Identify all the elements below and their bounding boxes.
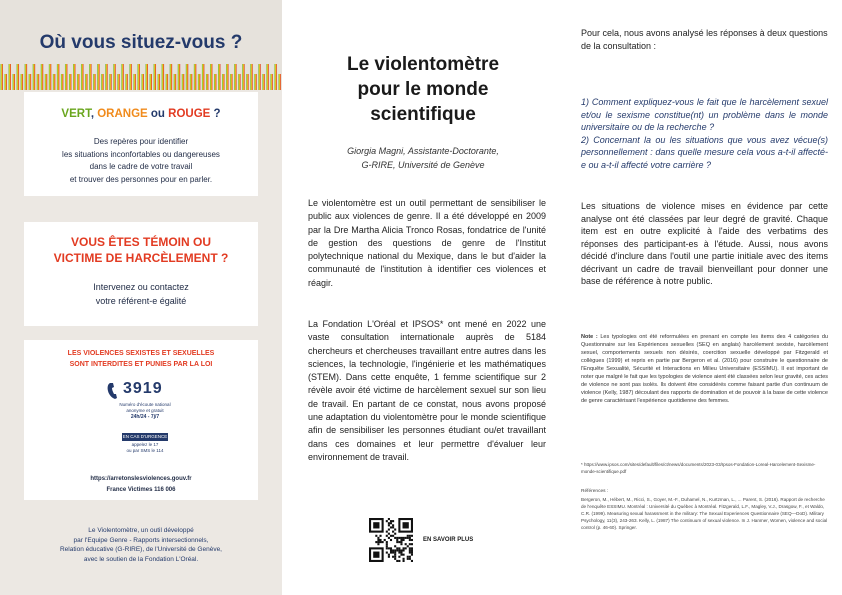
scale-tick bbox=[45, 74, 47, 90]
orange-label: ORANGE bbox=[97, 108, 148, 120]
scale-tick bbox=[222, 74, 224, 90]
scale-tick bbox=[97, 64, 99, 90]
scale-tick bbox=[5, 74, 7, 90]
witness-line: VOUS ÊTES TÉMOIN OU bbox=[70, 235, 211, 249]
scale-tick bbox=[238, 74, 240, 90]
scale-tick bbox=[65, 64, 67, 90]
scale-tick bbox=[125, 74, 127, 90]
scale-tick bbox=[166, 74, 168, 90]
right-intro: Pour cela, nous avons analysé les réponses à deux questions de la consultation : bbox=[581, 28, 828, 51]
helpline-hours: 24h/24 - 7j/7 bbox=[130, 414, 160, 420]
scale-tick bbox=[105, 64, 107, 90]
contact-line: votre référent-e égalité bbox=[95, 296, 187, 306]
scale-tick bbox=[129, 64, 131, 90]
scale-tick bbox=[210, 64, 212, 90]
scale-tick bbox=[146, 64, 148, 90]
scale-tick bbox=[137, 64, 139, 90]
footer-line: par l'Equipe Genre - Rapports intersectionnels, bbox=[73, 536, 209, 544]
scale-tick bbox=[270, 74, 272, 90]
scale-tick bbox=[226, 64, 228, 90]
witness-heading bbox=[24, 234, 258, 266]
scale-tick bbox=[254, 74, 256, 90]
scale-tick bbox=[69, 74, 71, 90]
scale-tick bbox=[246, 74, 248, 90]
scale-tick bbox=[25, 64, 27, 90]
scale-tick bbox=[278, 74, 280, 90]
contact-line: Intervenez ou contactez bbox=[93, 282, 189, 292]
witness-line: VICTIME DE HARCÈLEMENT ? bbox=[53, 251, 229, 265]
scale-tick bbox=[186, 64, 188, 90]
card-green-orange-red bbox=[24, 92, 258, 196]
scale-tick bbox=[81, 64, 83, 90]
left-panel bbox=[0, 0, 282, 595]
helpline-3919: 3919 bbox=[123, 380, 163, 397]
helpline-sub-line: Numéro d'écoute national bbox=[119, 402, 171, 407]
scale-tick bbox=[274, 64, 276, 90]
left-footer bbox=[0, 526, 282, 564]
scale-tick bbox=[109, 74, 111, 90]
scale-tick bbox=[113, 64, 115, 90]
survey-questions bbox=[581, 96, 828, 171]
card1-line: Des repères pour identifier bbox=[93, 137, 189, 146]
ipsos-footnote: * https://www.ipsos.com/sites/default/files/ct/news/documents/2023-03/Ipsos-Fondation-Loreal-Harcelement-Sexisme-monde-scientifique.pdf bbox=[581, 462, 816, 474]
scale-tick bbox=[150, 74, 152, 90]
scale-tick bbox=[53, 74, 55, 90]
scale-tick bbox=[89, 64, 91, 90]
scale-tick bbox=[158, 74, 160, 90]
emergency-line: ou par SMS le 114 bbox=[126, 448, 164, 453]
helpline-number bbox=[107, 380, 187, 402]
scale-tick bbox=[9, 64, 11, 90]
ou-label: ou bbox=[147, 108, 169, 120]
emergency-badge: EN CAS D'URGENCE bbox=[122, 434, 168, 439]
scale-tick bbox=[262, 74, 264, 90]
scale-tick bbox=[234, 64, 236, 90]
scale-tick bbox=[174, 74, 176, 90]
scale-tick bbox=[13, 74, 15, 90]
paragraph-intro: Le violentomètre est un outil permettant de sensibiliser le public aux violences de genre. Il a été développé en 2009 par la Dre Martha Alicia Tronco Rosas, fondatrice de l'unité de gestion des questions de genre de l'Institut polytechnique national du Mexique, dans le but d'aider la communauté de l'institution à identifier ces violences et réagir. bbox=[308, 198, 546, 288]
article-title bbox=[300, 52, 546, 127]
card-witness bbox=[24, 222, 258, 326]
scale-tick bbox=[182, 74, 184, 90]
card1-line: et trouver des personnes pour en parler. bbox=[69, 174, 213, 184]
scale-tick bbox=[33, 64, 35, 90]
card1-line: les situations inconfortables ou dangereuses bbox=[62, 149, 220, 159]
scale-tick bbox=[194, 64, 196, 90]
scale-tick bbox=[85, 74, 87, 90]
emergency-line: appelez le 17 bbox=[131, 442, 159, 447]
card1-description bbox=[24, 136, 258, 186]
scale-tick bbox=[61, 74, 63, 90]
phone-icon bbox=[107, 382, 121, 400]
scale-tick bbox=[133, 74, 135, 90]
scale-tick bbox=[49, 64, 51, 90]
scale-tick bbox=[206, 74, 208, 90]
title-line: scientifique bbox=[370, 104, 476, 125]
card-law bbox=[24, 340, 258, 500]
website-link[interactable]: https://arretonslesviolences.gouv.fr bbox=[90, 476, 192, 482]
footer-line: Relation éducative (G-RIRE), de l'Université de Genève, bbox=[59, 546, 222, 553]
title-line: Le violentomètre bbox=[346, 54, 500, 75]
scale-tick bbox=[198, 74, 200, 90]
scale-tick bbox=[37, 74, 39, 90]
scale-tick bbox=[162, 64, 164, 90]
vert-label: VERT bbox=[61, 108, 91, 120]
scale-tick bbox=[266, 64, 268, 90]
footer-line: avec le soutien de la Fondation L'Oréal. bbox=[83, 555, 199, 563]
author-line: G-RIRE, Université de Genève bbox=[361, 160, 485, 170]
scale-tick bbox=[154, 64, 156, 90]
vor-heading bbox=[24, 108, 258, 120]
violence-color-scale bbox=[0, 64, 282, 90]
helpline-details bbox=[102, 402, 188, 420]
vor-sep: , bbox=[90, 108, 98, 120]
scale-tick bbox=[142, 74, 144, 90]
left-title: Où vous situez-vous ? bbox=[39, 32, 243, 53]
scale-tick bbox=[214, 74, 216, 90]
author-line: Giorgia Magni, Assistante-Doctorante, bbox=[347, 146, 499, 156]
paragraph-survey: La Fondation L'Oréal et IPSOS* ont mené en 2022 une vaste consultation internationale auprès de 5184 chercheurs et chercheuses travaillant entre autres dans les sciences, la technologie, l'ingénierie et les mathématiques (STEM). Dans cette enquête, 1 femme scientifique sur 2 révèle avoir été victime de harcèlement sexuel sur son lieu de travail. En partant de ce constat, nous avons proposé une adaptation du violentomètre pour le monde scientifique afin de sensibiliser les personnes étudiant ou/et travaillant dans ces domaines et leur permettre d'évaluer leur environnement de travail. bbox=[308, 319, 546, 462]
scale-tick bbox=[17, 64, 19, 90]
learn-more-label[interactable]: EN SAVOIR PLUS bbox=[423, 537, 474, 543]
scale-tick bbox=[190, 74, 192, 90]
scale-tick bbox=[230, 74, 232, 90]
method-note bbox=[581, 333, 828, 405]
scale-tick bbox=[218, 64, 220, 90]
scale-tick bbox=[29, 74, 31, 90]
scale-tick bbox=[178, 64, 180, 90]
scale-tick bbox=[258, 64, 260, 90]
right-analysis: Les situations de violence mises en évidence par cette analyse ont été classées par leur degré de gravité. Chaque item est en outre explicité à l'aide des verbatims des réponses des participant-es à l'étude. Aussi, nous avons décidé d'inclure dans l'outil une partie initiale avec des items décrivant un cadre de travail bienveillant pour donner une base de référence à notre public. bbox=[581, 201, 828, 286]
scale-tick bbox=[57, 64, 59, 90]
scale-tick bbox=[101, 74, 103, 90]
scale-tick bbox=[1, 64, 3, 90]
qr-code[interactable] bbox=[369, 518, 413, 562]
note-text: Les typologies ont été reformulées en prenant en compte les items des 4 catégories du Questionnaire sur les Expériences sexuelles (SEQ en anglais) harcèlement sexiste, harcèlement sexuel, comportements sexuels non désirés, coercition sexuelle développé par Fitzgerald et collègues (1999) et repris en partie par Bergeron et al. (2016) pour construire le questionnaire de l'Enquête Sexualité, Sécurité et Interactions en Milieu Universitaire (ESSIMU). Il est important de noter que malgré le fait que les typologies de violence aient été classées selon leur gravité, ces actes de violence ne sont pas isolés. Ils doivent être considérés comme faisant partie d'un continuum de violence (Kelly, 1987) découlant des rapports de domination et de pouvoir à la base de cette violence de genre caractérisant l'expérience quotidienne des femmes. bbox=[581, 334, 828, 404]
law-line: SONT INTERDITES ET PUNIES PAR LA LOI bbox=[69, 361, 213, 368]
question-1: 1) Comment expliquez-vous le fait que le harcèlement sexuel et/ou le sexisme constitue(nt) un problème dans le monde universitaire ou de la recherche ? bbox=[581, 97, 828, 132]
scale-tick bbox=[250, 64, 252, 90]
scale-tick bbox=[41, 64, 43, 90]
title-line: pour le monde bbox=[357, 79, 489, 100]
card1-line: dans le cadre de votre travail bbox=[89, 162, 193, 171]
scale-tick bbox=[21, 74, 23, 90]
france-victimes-number: France Victimes 116 006 bbox=[106, 487, 176, 493]
law-line: LES VIOLENCES SEXISTES ET SEXUELLES bbox=[67, 350, 215, 357]
rouge-label: ROUGE bbox=[168, 108, 211, 120]
helpline-sub-line: anonyme et gratuit bbox=[126, 408, 164, 413]
scale-tick bbox=[202, 64, 204, 90]
references-heading: Références : bbox=[581, 489, 609, 494]
references-list: Bergeron, M., Hébert, M., Ricci, S., Goyer, M.-F., Duhamel, N., Kurtzman, L., ... Parent, S. (2016). Rapport de recherche de l'enquête ESSIMU. Montréal : Université du Québec à Montréal. Fitzgerald, L.F., Magley, V.J., Drasgow, F., et Waldo, C.R. (1999). Measuring sexual harassment in the military: The Sexual Experiences Questionnaire (SEQ—DoD). Military Psychology, 11(3), 243-263. Kelly, L. (1987) The continuum of sexual violence. In J. Hanmer, Women, violence and social control (p. 46-60). Springer. bbox=[581, 497, 828, 530]
scale-tick bbox=[73, 64, 75, 90]
scale-tick bbox=[170, 64, 172, 90]
footer-line: Le Violentomètre, un outil développé bbox=[88, 527, 194, 534]
scale-tick bbox=[117, 74, 119, 90]
contact-text bbox=[24, 280, 258, 308]
law-heading bbox=[24, 348, 258, 370]
emergency-details bbox=[112, 442, 178, 454]
question-mark: ? bbox=[210, 108, 221, 120]
note-label: Note : bbox=[581, 334, 598, 340]
color-scale-graphic bbox=[0, 64, 282, 90]
scale-tick bbox=[242, 64, 244, 90]
article-author bbox=[300, 144, 546, 172]
scale-tick bbox=[121, 64, 123, 90]
question-2: 2) Concernant la ou les situations que vous avez vécue(s) personnellement : dans quelle mesure cela vous a-t-il affecté-e ou a-t-il affecté votre carrière ? bbox=[581, 134, 828, 170]
scale-tick bbox=[93, 74, 95, 90]
scale-tick bbox=[77, 74, 79, 90]
